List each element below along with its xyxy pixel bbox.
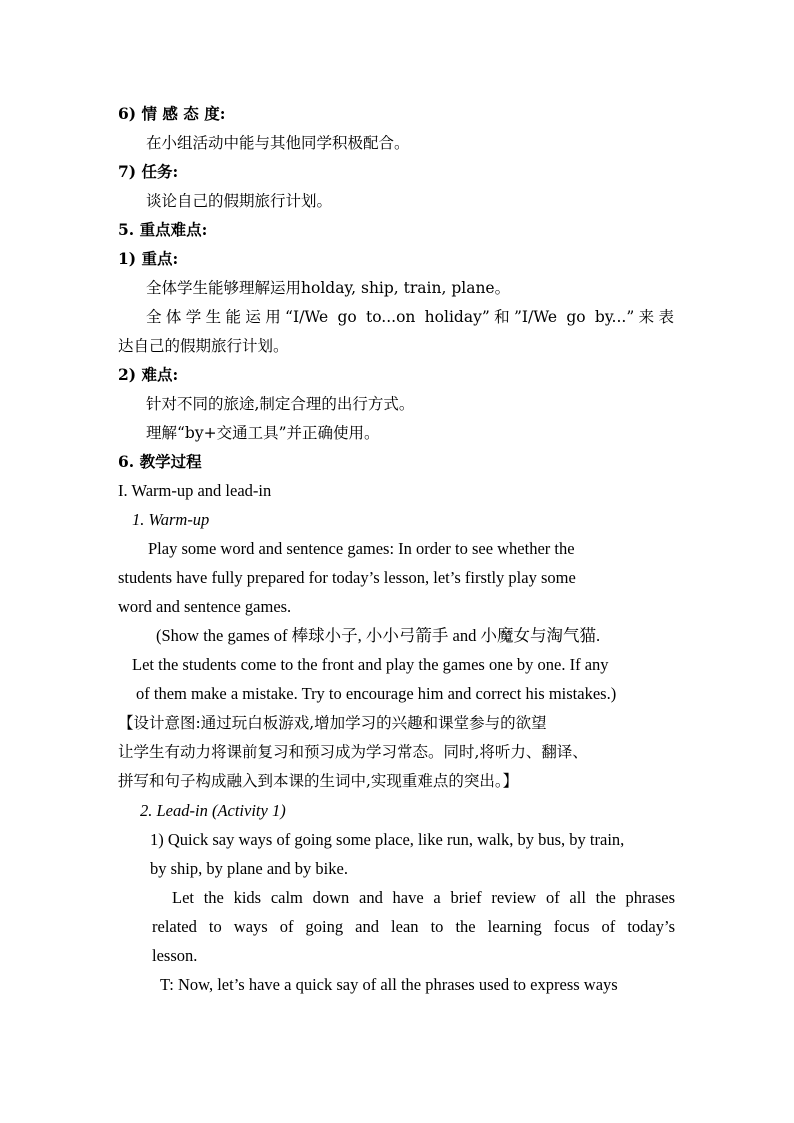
key-point-line-2a: 全体学生能运用“I/We go to...on holiday”和”I/We go by...”来表 bbox=[146, 308, 674, 326]
design-intent-line-2: 让学生有动力将课前复习和预习成为学习常态。同时,将听力、翻译、 bbox=[118, 743, 588, 761]
section-heading-process: 6. 教学过程 bbox=[118, 452, 202, 471]
section-heading-task: 7) 任务: bbox=[118, 162, 179, 181]
section-heading-key-points: 5. 重点难点: bbox=[118, 220, 208, 239]
games-note-line-1: (Show the games of 棒球小子, 小小弓箭手 and 小魔女与淘气猫. bbox=[156, 626, 601, 645]
task-text: 谈论自己的假期旅行计划。 bbox=[146, 192, 333, 210]
section-heading-attitude: 6) 情 感 态 度: bbox=[118, 104, 226, 123]
leadin-item-line-2: by ship, by plane and by bike. bbox=[150, 859, 348, 878]
warmup-paragraph-line-2: students have fully prepared for today’s lesson, let’s firstly play some bbox=[118, 568, 576, 587]
subheading-key: 1) 重点: bbox=[118, 249, 179, 268]
difficult-line-1: 针对不同的旅途,制定合理的出行方式。 bbox=[146, 395, 415, 413]
attitude-text: 在小组活动中能与其他同学积极配合。 bbox=[146, 134, 410, 152]
difficult-line-2: 理解“by+交通工具”并正确使用。 bbox=[146, 424, 380, 442]
leadin-title: 2. Lead-in (Activity 1) bbox=[140, 801, 286, 820]
leadin-note-line-3: lesson. bbox=[152, 946, 198, 965]
warmup-paragraph-line-3: word and sentence games. bbox=[118, 597, 292, 616]
warmup-title: 1. Warm-up bbox=[132, 510, 210, 529]
games-note-line-2: Let the students come to the front and play the games one by one. If any bbox=[132, 655, 609, 674]
subheading-difficult: 2) 难点: bbox=[118, 365, 179, 384]
leadin-note-line-1: Let the kids calm down and have a brief review of all the phrases bbox=[172, 888, 675, 907]
key-point-line-2b: 达自己的假期旅行计划。 bbox=[118, 337, 289, 355]
leadin-note-line-2: related to ways of going and lean to the learning focus of today’s bbox=[152, 917, 675, 936]
part-heading-warmup-leadin: I. Warm-up and lead-in bbox=[118, 481, 272, 500]
key-point-line-1: 全体学生能够理解运用holday, ship, train, plane。 bbox=[146, 279, 511, 297]
games-note-line-3: of them make a mistake. Try to encourage him and correct his mistakes.) bbox=[136, 684, 617, 703]
design-intent-line-3: 拼写和句子构成融入到本课的生词中,实现重难点的突出。】 bbox=[118, 772, 519, 790]
warmup-paragraph-line-1: Play some word and sentence games: In order to see whether the bbox=[148, 539, 575, 558]
design-intent-line-1: 【设计意图:通过玩白板游戏,增加学习的兴趣和课堂参与的欲望 bbox=[118, 714, 547, 732]
leadin-item-line-1: 1) Quick say ways of going some place, like run, walk, by bus, by train, bbox=[150, 830, 625, 849]
teacher-line: T: Now, let’s have a quick say of all the phrases used to express ways bbox=[160, 975, 618, 994]
